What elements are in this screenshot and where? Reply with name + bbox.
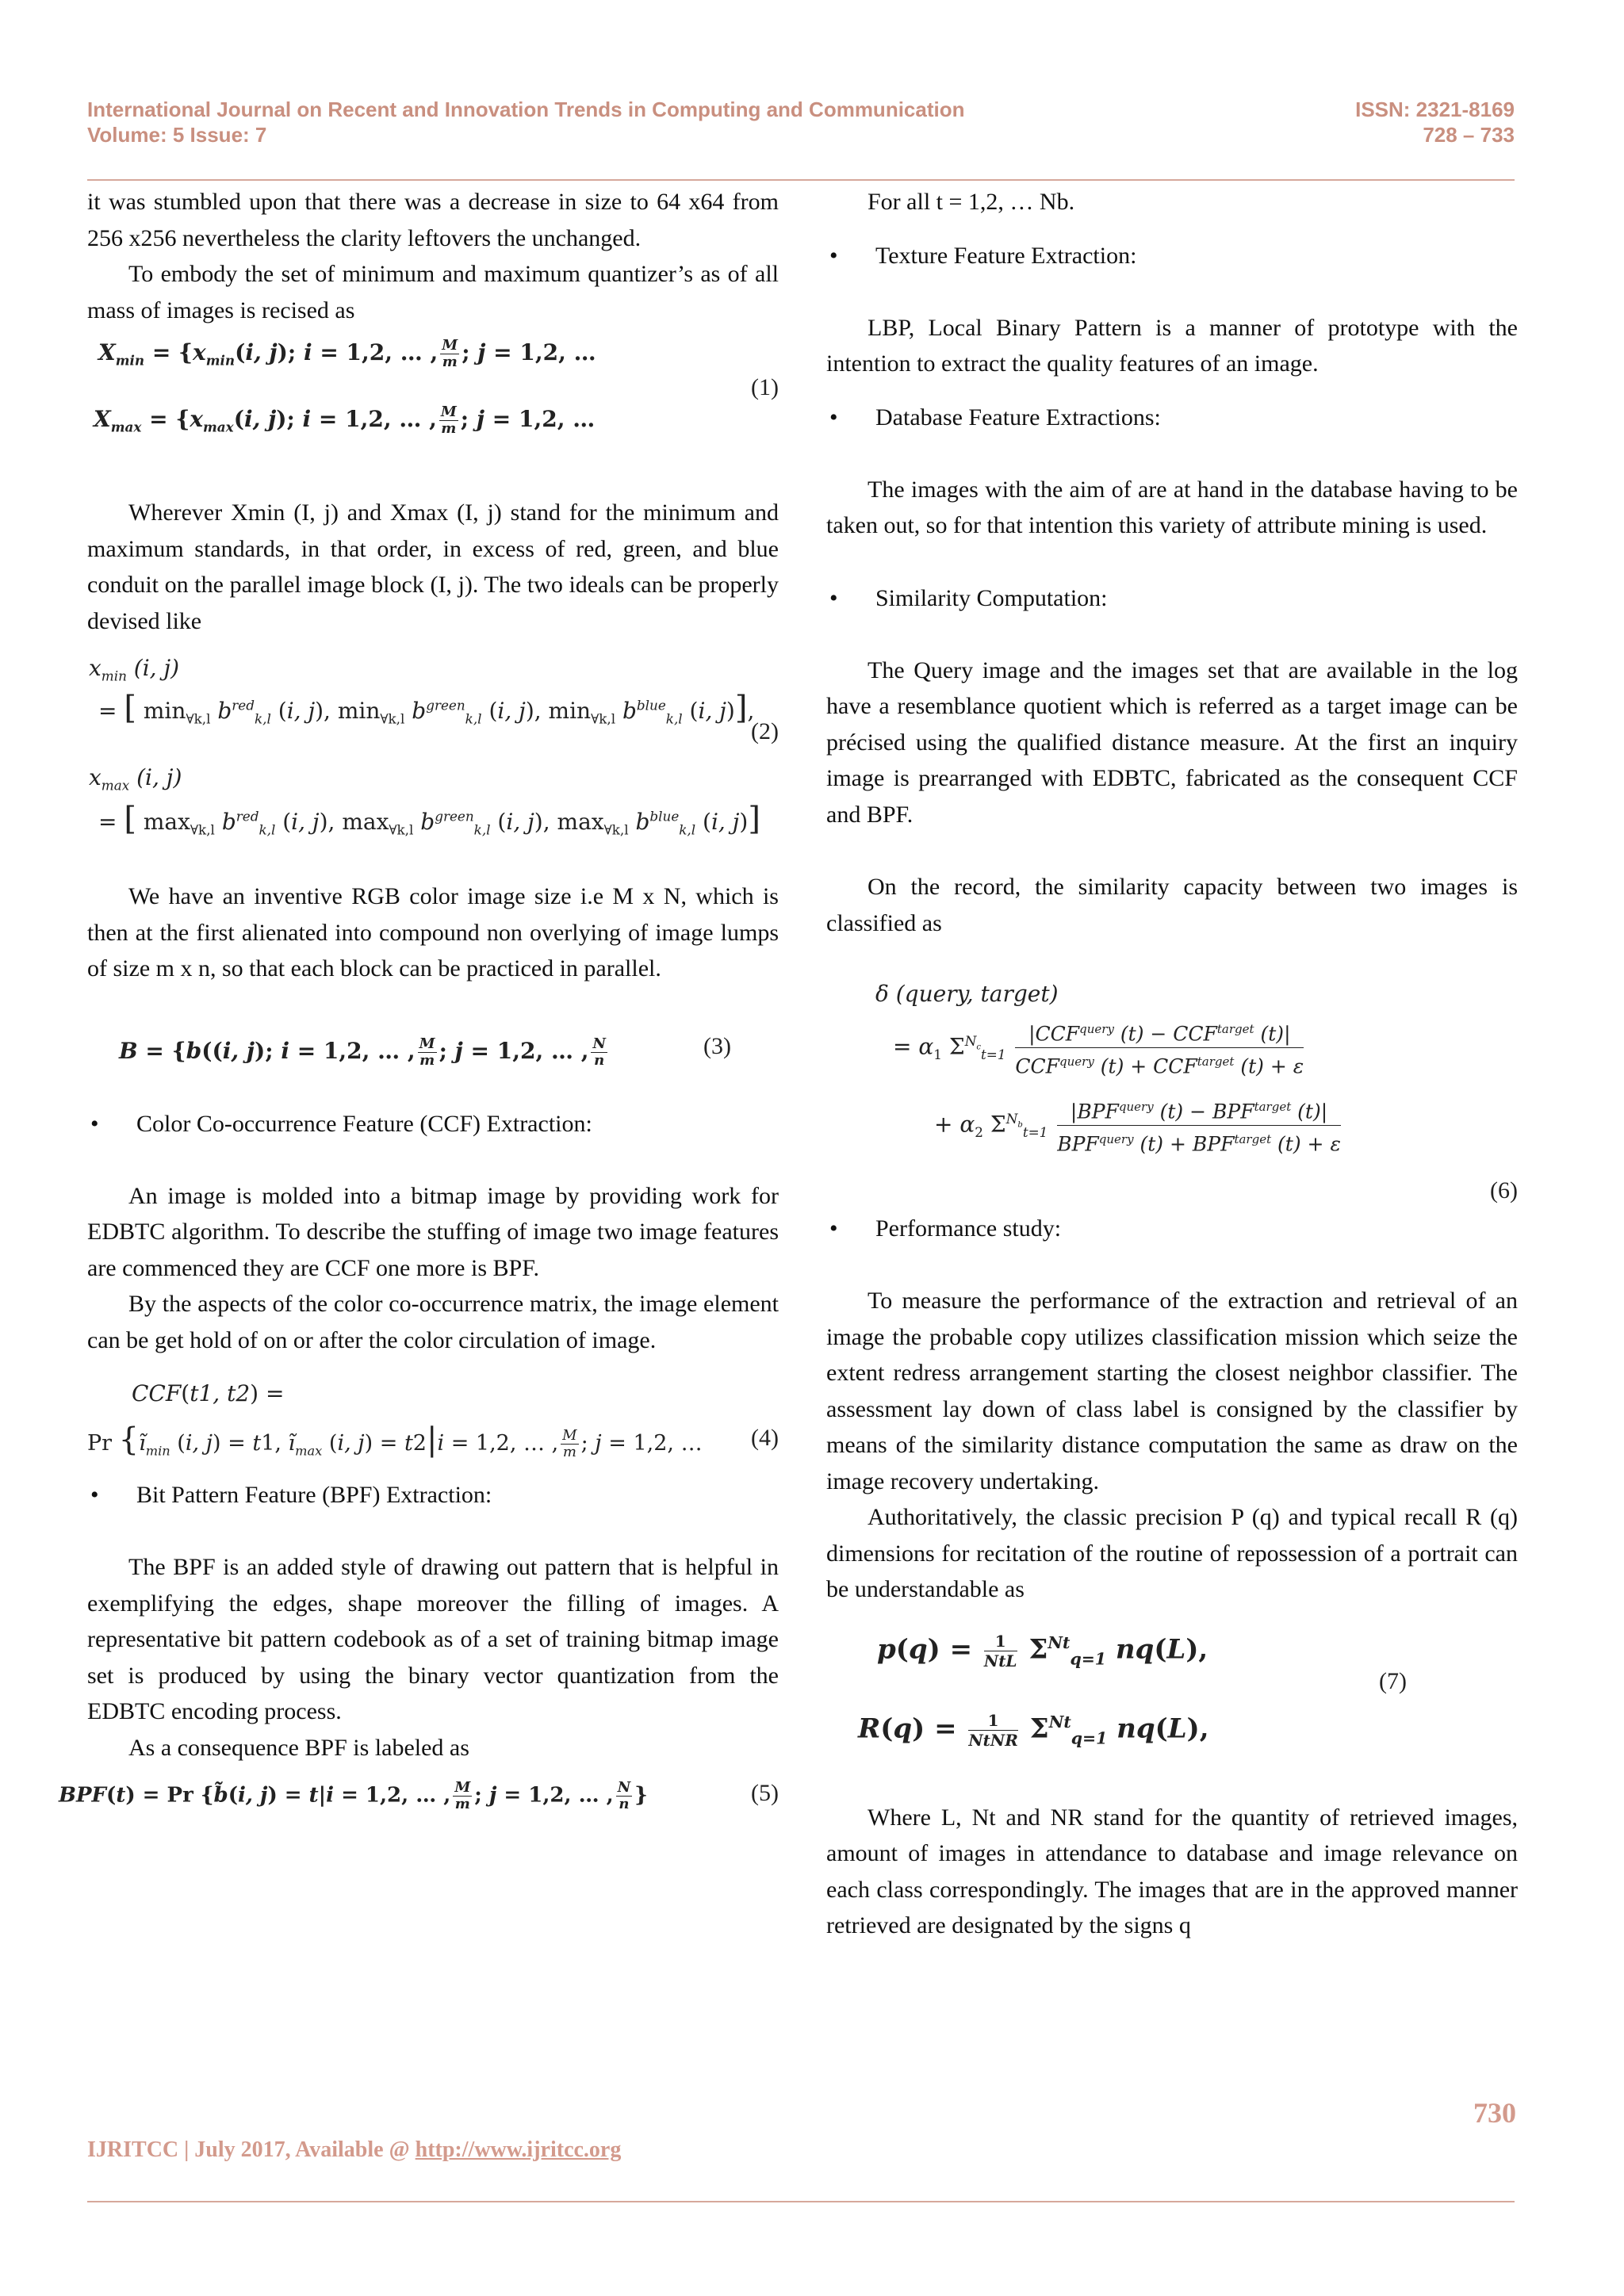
equation-line: = [ $\max_{\forall k,l} b^{red}_{k,l}$ (i, j), $\max_{\forall k,l} b^{green}_{k,l}$ (i, j), $\max_{\forall k,l} b^{blue}_{k,l}$ (i, j)]: [98, 801, 760, 838]
equation-line: Pr {$ĩ_{min}$ (i, j) = t1, $ĩ_{max}$ (i, j) = t2|i = 1,2, … , $\frac{M}{m}$ ; j = 1,2, …: [87, 1422, 703, 1460]
equation-line: R(q) = $\frac{1}{\text{NtNR}}$ $\Sigma^{Nt}_{q=1}$ nq(L),: [858, 1710, 1209, 1750]
bullet-item: [826, 238, 1518, 274]
bullet-icon: •: [829, 404, 838, 430]
page-footer: [87, 2137, 621, 2163]
paragraph: For all t = 1,2, … Nb.: [868, 189, 1075, 215]
paragraph: The images with the aim of are at hand in the database having to be taken out, so for that intention this variety of attribute mining is used.: [826, 476, 1518, 538]
equation-line: $x_{max}$ (i, j): [89, 764, 182, 794]
equation-3: [87, 987, 779, 1106]
equation-6: [826, 981, 1518, 1211]
paragraph: The Query image and the images set that are available in the log have a resemblance quotient which is referred as a target image can be précised using the qualified distance measure. At the first an inquiry image is prearranged with EDBTC, fabricated as the consequent CCF and BPF.: [826, 656, 1518, 828]
equation-line: BPF(t) = Pr {b̃(i, j) = t|i = 1,2, … , $\frac{M}{m}$ ; j = 1,2, … , $\frac{N}{n}$ }: [59, 1779, 648, 1812]
paragraph: To embody the set of minimum and maximum quantizer’s as of all mass of images is recised as: [87, 261, 779, 323]
paragraph: By the aspects of the color co-occurrence matrix, the image element can be get hold of on or after the color circulation of image.: [87, 1291, 779, 1353]
bullet-text: Database Feature Extractions:: [875, 404, 1161, 430]
bullet-icon: •: [829, 242, 838, 269]
header-rule: [87, 179, 1515, 181]
equation-line: $X_{max} = \{x_{max}(i$, j); i = 1,2, … , $\frac{M}{m}$ ; j = 1,2, …: [94, 404, 596, 437]
equation-number: (3): [703, 1032, 731, 1059]
equation-line: δ (query, target): [875, 981, 1059, 1007]
paragraph: LBP, Local Binary Pattern is a manner of prototype with the intention to extract the quality features of an image.: [826, 314, 1518, 377]
equation-line: CCF(t1, t2) =: [132, 1380, 285, 1406]
equation-7: [826, 1617, 1518, 1800]
bullet-item: [87, 1477, 779, 1513]
equation-line: $x_{min}$ (i, j): [89, 655, 180, 684]
bullet-item: [87, 1106, 779, 1142]
footer-link[interactable]: http://www.ijritcc.org: [415, 2137, 622, 2162]
paragraph: To measure the performance of the extraction and retrieval of an image the probable copy utilizes classification mission which seize the extent redress arrangement starting the closest neighbor classifier. The assessment lay down of class label is consigned by the classifier by means of the similarity distance computation the same as draw on the image recovery undertaking.: [826, 1288, 1518, 1494]
header-left: [87, 97, 965, 147]
equation-5: [59, 1766, 779, 1829]
equation-number: (1): [751, 374, 779, 400]
bullet-icon: •: [829, 584, 838, 611]
page-number: 730: [1473, 2097, 1516, 2129]
left-column: [59, 184, 779, 1829]
equation-number: (2): [751, 718, 779, 744]
bullet-icon: •: [829, 1215, 838, 1242]
journal-title: International Journal on Recent and Innovation Trends in Computing and Communication: [87, 98, 965, 121]
right-column: [826, 184, 1518, 1944]
bullet-text: Color Co-occurrence Feature (CCF) Extraction:: [136, 1110, 592, 1137]
footer-text: IJRITCC | July 2017, Available @: [87, 2137, 416, 2162]
equation-number: (5): [751, 1780, 779, 1806]
header-right: [1355, 97, 1515, 147]
paragraph: On the record, the similarity capacity between two images is classified as: [826, 874, 1518, 936]
bullet-text: Performance study:: [875, 1215, 1062, 1242]
equation-line: B = {b((i, j); i = 1,2, … , $\frac{M}{m}$ ; j = 1,2, … , $\frac{N}{n}$: [119, 1035, 606, 1069]
paragraph: An image is molded into a bitmap image by providing work for EDBTC algorithm. To describe the stuffing of image two image features are commenced they are CCF one more is BPF.: [87, 1182, 779, 1281]
equation-2: [87, 649, 779, 878]
equation-4: [87, 1358, 779, 1477]
journal-volume: Volume: 5 Issue: 7: [87, 123, 267, 147]
paragraph: Authoritatively, the classic precision P (q) and typical recall R (q) dimensions for recitation of the routine of repossession of a portrait can be understandable as: [826, 1504, 1518, 1602]
page-range: 728 – 733: [1423, 123, 1515, 147]
equation-number: (7): [1379, 1667, 1407, 1694]
bullet-item: [826, 1211, 1518, 1246]
bullet-text: Bit Pattern Feature (BPF) Extraction:: [136, 1482, 492, 1508]
paragraph: The BPF is an added style of drawing out pattern that is helpful in exemplifying the edges, shape moreover the filling of images. A representative bit pattern codebook as of a set of training bitmap image set is produced by using the binary vector quantization from the EDBTC encoding process.: [87, 1554, 779, 1724]
paragraph: Wherever Xmin (I, j) and Xmax (I, j) stand for the minimum and maximum standards, in that order, in excess of red, green, and blue conduit on the parallel image block (I, j). The two ideals can be properly devised like: [87, 499, 779, 634]
equation-line: = $\alpha_1$ $\Sigma^{N_c}_{t=1}$ $\frac{|CCF^{query} (t) - CCF^{target} (t)|}{CCF^{query} (t) + CCF^{target} (t) + \varepsilon}$: [893, 1016, 1306, 1081]
bullet-item: [826, 400, 1518, 435]
bullet-item: [826, 580, 1518, 616]
bullet-text: Similarity Computation:: [875, 584, 1108, 611]
paragraph: it was stumbled upon that there was a decrease in size to 64 x64 from 256 x256 nevertheless the clarity leftovers the unchanged.: [87, 189, 779, 251]
bullet-icon: •: [90, 1110, 99, 1137]
equation-number: (6): [1490, 1177, 1518, 1203]
bullet-icon: •: [90, 1482, 99, 1508]
bullet-text: Texture Feature Extraction:: [875, 242, 1137, 269]
equation-1: [87, 328, 779, 495]
footer-rule: [87, 2201, 1515, 2202]
journal-issn: ISSN: 2321-8169: [1355, 98, 1515, 121]
equation-line: + $\alpha_2$ $\Sigma^{N_b}_{t=1}$ $\frac{|BPF^{query} (t) - BPF^{target} (t)|}{BPF^{query} (t) + BPF^{target} (t) + \varepsilon}$: [934, 1093, 1343, 1158]
paragraph: As a consequence BPF is labeled as: [128, 1734, 469, 1761]
paragraph: We have an inventive RGB color image size i.e M x N, which is then at the first alienated into compound non overlying of image lumps of size m x n, so that each block can be practiced in parallel.: [87, 883, 779, 982]
equation-number: (4): [751, 1425, 779, 1451]
equation-line: $X_{min} = \{x_{min}(i$, j); i = 1,2, … , $\frac{M}{m}$ ; j = 1,2, …: [98, 337, 596, 370]
equation-line: p(q) = $\frac{1}{\text{NtL}}$ $\Sigma^{Nt}_{q=1}$ nq(L),: [877, 1631, 1208, 1670]
paragraph: Where L, Nt and NR stand for the quantity of retrieved images, amount of images in attendance to database and image relevance on each class correspondingly. The images that are in the approved manner retrieved are designated by the signs q: [826, 1804, 1518, 1938]
equation-line: = [ $\min_{\forall k,l} b^{red}_{k,l}$ (i, j), $\min_{\forall k,l} b^{green}_{k,l}$ (i, j), $\min_{\forall k,l} b^{blue}_{k,l}$ (i, j)],: [98, 690, 755, 727]
